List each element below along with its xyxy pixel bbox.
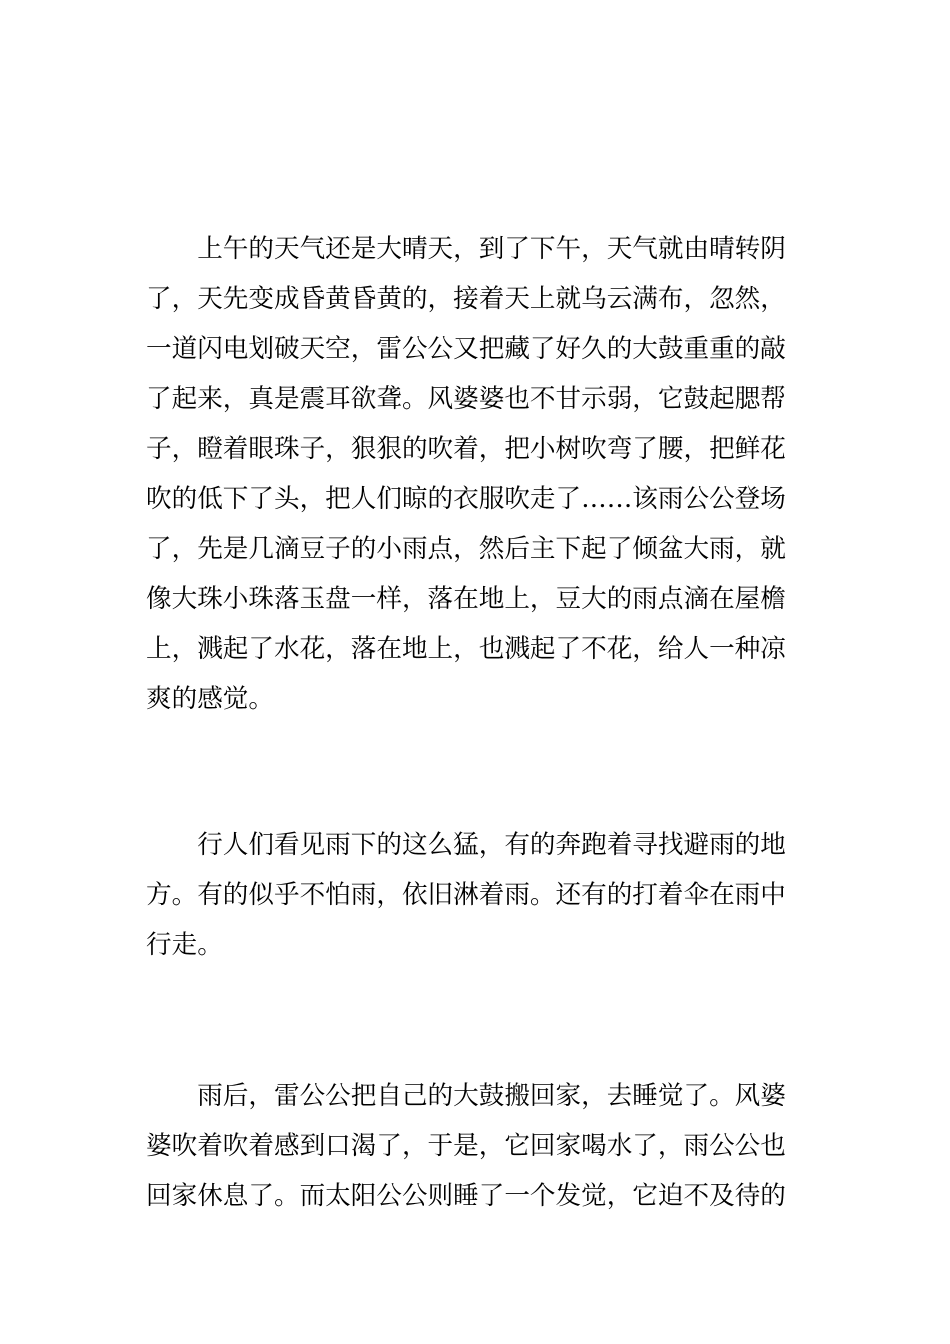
paragraph-line: 像大珠小珠落玉盘一样，落在地上，豆大的雨点滴在屋檐 [146,584,786,614]
paragraph-line: 上午的天气还是大晴天，到了下午，天气就由晴转阴 [146,234,786,264]
paragraph-line: 了，天先变成昏黄昏黄的，接着天上就乌云满布，忽然， [146,284,786,314]
paragraph-line: 方。有的似乎不怕雨，依旧淋着雨。还有的打着伞在雨中 [146,880,786,910]
paragraph-line: 雨后，雷公公把自己的大鼓搬回家，去睡觉了。风婆 [146,1081,786,1111]
paragraph-line: 行走。 [146,930,223,960]
paragraph-line: 一道闪电划破天空，雷公公又把藏了好久的大鼓重重的敲 [146,334,786,364]
paragraph-line: 了起来，真是震耳欲聋。风婆婆也不甘示弱，它鼓起腮帮 [146,384,786,414]
paragraph-1 [146,224,786,724]
paragraph-2 [146,820,786,970]
paragraph-line: 行人们看见雨下的这么猛，有的奔跑着寻找避雨的地 [146,830,786,860]
paragraph-line: 子，瞪着眼珠子，狠狠的吹着，把小树吹弯了腰，把鲜花 [146,434,786,464]
paragraph-line: 了，先是几滴豆子的小雨点，然后主下起了倾盆大雨，就 [146,534,786,564]
paragraph-line: 婆吹着吹着感到口渴了，于是，它回家喝水了，雨公公也 [146,1131,786,1161]
paragraph-line: 上，溅起了水花，落在地上，也溅起了不花，给人一种凉 [146,634,786,664]
paragraph-line: 爽的感觉。 [146,684,274,714]
paragraph-line: 回家休息了。而太阳公公则睡了一个发觉，它迫不及待的 [146,1181,786,1211]
paragraph-line: 吹的低下了头，把人们晾的衣服吹走了……该雨公公登场 [146,484,786,514]
paragraph-3 [146,1071,786,1221]
